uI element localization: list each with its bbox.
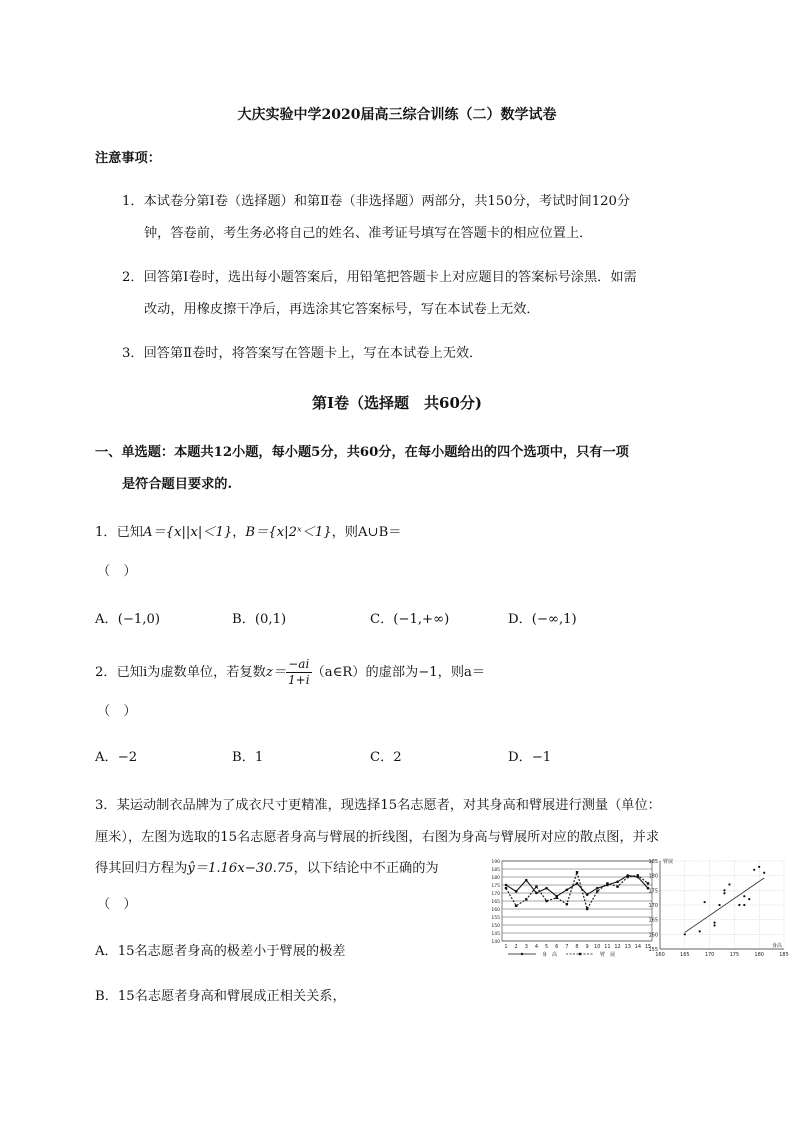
q2-fraction <box>286 657 312 688</box>
notice-item-3-line1: 3．回答第Ⅱ卷时，将答案写在答题卡上，写在本试卷上无效． <box>122 346 483 361</box>
scatter-point <box>723 889 725 891</box>
y-tick-label: 175 <box>648 888 658 895</box>
x-tick-label: 170 <box>704 952 715 958</box>
scatter-point <box>723 892 725 894</box>
data-point <box>637 874 639 876</box>
y-tick-label: 190 <box>491 860 500 865</box>
x-tick-label: 8 <box>575 944 579 950</box>
question-2-stem <box>95 657 485 688</box>
data-point <box>545 900 547 902</box>
q1-set-b: B＝{x|2ˣ＜1} <box>245 525 332 540</box>
y-tick-label: 145 <box>491 932 500 937</box>
y-tick-label: 180 <box>491 876 500 881</box>
data-point <box>545 887 548 890</box>
q1-set-a: A＝{x||x|＜1} <box>142 525 233 540</box>
y-tick-label: 175 <box>491 884 500 889</box>
q1-option-c: C．(−1,+∞) <box>370 612 450 627</box>
notice-heading: 注意事项： <box>95 151 161 166</box>
data-point <box>616 885 618 887</box>
scatter-point <box>699 930 701 932</box>
section-single-choice-line1: 一、单选题：本题共12小题，每小题5分，共60分，在每小题给出的四个选项中，只有一项 <box>95 445 629 460</box>
q3-option-a: A．15名志愿者身高的极差小于臂展的极差 <box>95 944 346 959</box>
q2-option-b: B．1 <box>232 750 264 765</box>
q3-line3-suffix: ，以下结论中不正确的为 <box>293 861 439 876</box>
data-point <box>566 903 568 905</box>
q3-option-b: B．15名志愿者身高和臂展成正相关关系， <box>95 989 346 1004</box>
data-point <box>515 890 518 893</box>
data-point <box>525 898 527 900</box>
q2-option-c: C．2 <box>370 750 402 765</box>
x-tick-label: 1 <box>504 944 508 950</box>
x-tick-label: 4 <box>534 944 539 950</box>
y-tick-label: 160 <box>648 932 658 939</box>
data-point <box>535 885 537 887</box>
x-tick-label: 7 <box>565 944 569 950</box>
q1-option-b: B．(0,1) <box>232 612 287 627</box>
q1-answer-paren: （ ） <box>97 564 137 579</box>
scatter-point <box>748 898 750 900</box>
x-tick-label: 13 <box>624 944 631 950</box>
scatter-point <box>738 904 740 906</box>
q2-z: z＝ <box>265 665 286 680</box>
question-1-stem <box>95 521 401 540</box>
notice-item-2-line2: 改动，用橡皮擦干净后，再选涂其它答案标号，写在本试卷上无效． <box>144 302 540 317</box>
legend-label-2: 臂 展 <box>600 952 616 958</box>
x-tick-label: 12 <box>614 944 621 950</box>
q2-suffix: 的虚部为−1，则a＝ <box>365 665 486 680</box>
q3-answer-paren: （ ） <box>97 897 137 912</box>
height-armspan-line-chart <box>484 855 656 960</box>
x-tick-label: 160 <box>655 952 665 958</box>
q2-denominator: 1+i <box>288 673 310 687</box>
x-tick-label: 3 <box>524 944 528 950</box>
legend-marker-1 <box>521 953 523 955</box>
y-tick-label: 170 <box>491 892 500 897</box>
data-point <box>505 884 508 887</box>
section-single-choice-line2: 是符合题目要求的. <box>122 477 233 492</box>
x-tick-label: 5 <box>544 944 549 950</box>
y-tick-label: 185 <box>648 859 658 865</box>
x-tick-label: 175 <box>729 952 740 958</box>
y-tick-label: 165 <box>491 900 500 905</box>
scatter-point <box>718 904 720 906</box>
notice-item-1-line1: 1．本试卷分第Ⅰ卷（选择题）和第Ⅱ卷（非选择题）两部分，共150分，考试时间120分 <box>122 194 631 209</box>
data-point <box>586 908 588 910</box>
y-tick-label: 165 <box>648 917 658 924</box>
y-tick-label: 160 <box>491 908 500 913</box>
q2-prefix: 2．已知i为虚数单位，若复数 <box>95 665 266 680</box>
y-tick-label: 170 <box>648 903 658 909</box>
data-point <box>556 897 558 899</box>
scatter-point <box>753 869 755 871</box>
x-tick-label: 180 <box>754 952 764 958</box>
y-tick-label: 140 <box>491 940 500 945</box>
data-point <box>515 905 517 907</box>
legend-marker-2 <box>579 953 581 955</box>
question-3-line1: 3．某运动制衣品牌为了成衣尺寸更精准，现选择15名志愿者，对其身高和臂展进行测量（单位： <box>95 798 661 813</box>
data-point <box>576 882 579 885</box>
y-tick-label: 150 <box>491 924 500 929</box>
data-point <box>596 890 598 892</box>
scatter-point <box>763 872 765 874</box>
question-3-line2: 厘米），左图为选取的15名志愿者身高与臂展的折线图，右图为身高与臂展所对应的散点图，并求 <box>95 830 660 845</box>
scatter-point <box>684 933 686 935</box>
x-tick-label: 2 <box>514 944 518 950</box>
x-tick-label: 10 <box>594 944 601 950</box>
y-tick-label: 155 <box>648 947 658 953</box>
y-tick-label: 155 <box>491 916 500 921</box>
q2-option-a: A．−2 <box>95 750 138 765</box>
x-tick-label: 9 <box>585 944 589 950</box>
data-point <box>576 871 578 873</box>
scatter-point <box>743 895 745 897</box>
part1-title: 第Ⅰ卷（选择题 共60分) <box>312 394 482 412</box>
data-point <box>525 879 528 882</box>
scatter-point <box>728 883 730 885</box>
y-tick-label: 180 <box>648 873 658 880</box>
q1-sep: ， <box>232 525 246 540</box>
data-point <box>535 892 538 895</box>
regression-line <box>685 878 764 932</box>
scatter-point <box>704 901 706 903</box>
height-armspan-scatter-chart <box>648 855 790 960</box>
notice-item-2-line1: 2．回答第Ⅰ卷时，选出每小题答案后，用铅笔把答题卡上对应题目的答案标号涂黑．如需 <box>122 270 637 285</box>
x-tick-label: 6 <box>555 944 559 950</box>
q1-option-d: D．(−∞,1) <box>508 612 577 627</box>
data-point <box>627 876 629 878</box>
x-tick-label: 11 <box>604 944 611 950</box>
x-axis-label: 身高 <box>771 943 782 949</box>
q3-regression-equation: ŷ＝1.16x−30.75 <box>187 861 294 876</box>
q1-prefix: 1．已知 <box>95 525 143 540</box>
x-tick-label: 185 <box>779 952 789 958</box>
x-tick-label: 165 <box>680 952 690 958</box>
q2-condition: （a∈R） <box>311 665 366 680</box>
scatter-point <box>713 922 715 924</box>
notice-item-1-line2: 钟，答卷前，考生务必将自己的姓名、准考证号填写在答题卡的相应位置上． <box>144 226 593 241</box>
data-point <box>586 893 589 896</box>
scatter-point <box>758 866 760 868</box>
scatter-point <box>743 904 745 906</box>
data-point <box>616 881 619 884</box>
q2-answer-paren: （ ） <box>97 704 137 719</box>
q3-line3-prefix: 得其回归方程为 <box>95 861 188 876</box>
data-point <box>606 882 608 884</box>
data-point <box>596 887 599 890</box>
data-point <box>566 889 569 892</box>
page-title: 大庆实验中学2020届高三综合训练（二）数学试卷 <box>237 107 557 123</box>
scatter-point <box>713 924 715 926</box>
x-tick-label: 15 <box>644 944 652 950</box>
q1-option-a: A．(−1,0) <box>95 612 161 627</box>
data-point <box>505 887 507 889</box>
legend-label-1: 身 高 <box>542 952 558 958</box>
q2-numerator: −ai <box>286 657 312 673</box>
question-3-line3 <box>95 857 439 876</box>
y-axis-label: 臂展 <box>663 859 674 865</box>
q1-suffix: ，则A∪B＝ <box>331 525 402 540</box>
y-tick-label: 185 <box>491 868 500 873</box>
x-tick-label: 14 <box>634 944 642 950</box>
q2-option-d: D．−1 <box>508 750 552 765</box>
